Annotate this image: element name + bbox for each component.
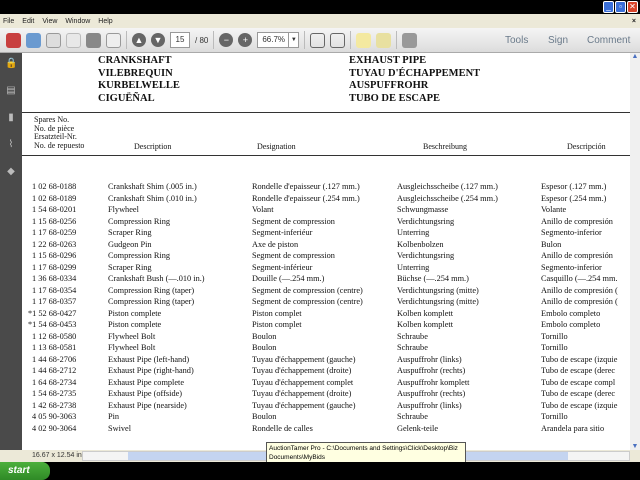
comment-icon[interactable] — [356, 33, 371, 48]
zoom-in-button[interactable]: + — [238, 33, 252, 47]
cell-part-number: *1 52 68-0427 — [28, 308, 77, 318]
close-button[interactable]: ✕ — [627, 1, 638, 13]
cell-descripcion: Embolo completo — [541, 320, 601, 329]
cell-beschreibung: Ausgleichsscheibe (.127 mm.) — [397, 182, 498, 191]
cell-descripcion: Tubo de escape (izquie — [541, 354, 618, 364]
separator — [304, 31, 305, 49]
heading-line: EXHAUST PIPE — [349, 55, 427, 66]
cell-part-number: 1 22 68-0263 — [32, 239, 77, 249]
cell-beschreibung: Unterring — [397, 262, 430, 272]
cell-designation: Rondelle de calles — [252, 423, 313, 433]
vertical-scrollbar[interactable] — [630, 53, 640, 450]
document-page — [22, 53, 630, 450]
table-row — [22, 343, 630, 354]
cell-part-number: 1 15 68-0256 — [32, 216, 77, 226]
table-row — [22, 355, 630, 366]
table-row — [22, 274, 630, 285]
divider — [22, 112, 630, 113]
cell-part-number: 4 02 90-3064 — [32, 423, 77, 433]
cell-description: Flywheel Bolt — [108, 331, 156, 341]
cell-description: Exhaust Pipe (left-hand) — [108, 354, 190, 364]
cell-part-number: 1 44 68-2706 — [32, 354, 77, 364]
heading-line: VILEBREQUIN — [98, 67, 173, 79]
separator — [126, 31, 127, 49]
cell-designation: Douille (—.254 mm.) — [252, 274, 325, 283]
table-row — [22, 205, 630, 216]
cell-part-number: 1 44 68-2712 — [32, 366, 77, 375]
cell-description: Scraper Ring — [108, 262, 152, 272]
cell-description: Exhaust Pipe (offside) — [108, 389, 183, 398]
cell-part-number: 1 17 68-0259 — [32, 228, 77, 237]
cell-designation: Segment-inferiéur — [252, 228, 313, 237]
table-row — [22, 217, 630, 228]
expand-icon[interactable] — [402, 33, 417, 48]
cell-descripcion: Tubo de escape (derec — [541, 389, 616, 398]
page-number-input[interactable]: 15 — [170, 32, 190, 48]
table-row — [22, 424, 630, 435]
cell-description: Crankshaft Shim (.010 in.) — [108, 193, 197, 203]
cell-designation: Tuyau d'échappement complet — [252, 377, 354, 387]
cell-beschreibung: Büchse (—.254 mm.) — [397, 274, 469, 283]
cell-descripcion: Tornillo — [541, 331, 568, 341]
cell-description: Piston complete — [108, 320, 162, 329]
cell-description: Crankshaft Bush (—.010 in.) — [108, 274, 205, 283]
restore-button[interactable]: ▫ — [615, 1, 626, 13]
cell-designation: Boulon — [252, 412, 277, 421]
table-row — [22, 378, 630, 389]
table-row — [22, 320, 630, 331]
cell-designation: Piston complet — [252, 308, 302, 318]
cell-description: Exhaust Pipe (right-hand) — [108, 366, 194, 375]
cell-part-number: 1 54 68-0201 — [32, 205, 77, 214]
cell-descripcion: Tornillo — [541, 343, 568, 352]
minimize-button[interactable]: _ — [603, 1, 614, 13]
edit-icon[interactable] — [46, 33, 61, 48]
cell-designation: Tuyau d'échappement (droite) — [252, 389, 352, 398]
cell-beschreibung: Auspuffrohr (rechts) — [397, 389, 466, 398]
table-row — [22, 194, 630, 205]
cell-beschreibung: Schwungmasse — [397, 205, 449, 214]
cell-description: Piston complete — [108, 308, 162, 318]
zoom-value: 66.7% — [262, 35, 286, 44]
cell-beschreibung: Verdichtungsring (mitte) — [397, 285, 479, 295]
cell-beschreibung: Kolben komplett — [397, 320, 453, 329]
page-dimensions: 16.67 x 12.54 in — [32, 452, 82, 459]
fit-width-icon[interactable] — [330, 33, 345, 48]
title-bar — [0, 0, 640, 14]
cell-descripcion: Tubo de escape compl — [541, 377, 616, 387]
cell-descripcion: Segmento-inferior — [541, 262, 602, 272]
layers-icon[interactable]: ◆ — [7, 166, 15, 177]
heading-line: KURBELWELLE — [98, 80, 180, 91]
table-row — [22, 332, 630, 343]
table-row — [22, 401, 630, 412]
cell-beschreibung: Unterring — [397, 228, 430, 237]
table-row — [22, 263, 630, 274]
scroll-down-icon[interactable]: ▼ — [631, 443, 639, 450]
fit-page-icon[interactable] — [310, 33, 325, 48]
page-total: / 80 — [195, 35, 209, 45]
cell-designation: Segment de compression — [252, 251, 335, 260]
cell-beschreibung: Verdichtungsring — [397, 216, 455, 226]
cell-beschreibung: Kolbenbolzen — [397, 239, 444, 249]
cell-description: Gudgeon Pin — [108, 239, 152, 249]
save-icon[interactable] — [66, 33, 81, 48]
table-row — [22, 228, 630, 239]
cell-designation: Segment de compression (centre) — [252, 285, 363, 295]
cell-descripcion: Casquillo (—.254 mm. — [541, 274, 618, 283]
heading-line: TUBO DE ESCAPE — [349, 92, 441, 104]
cell-descripcion: Segmento-inferior — [541, 228, 602, 237]
cell-part-number: 1 54 68-2735 — [32, 389, 77, 398]
next-page-button[interactable]: ▼ — [151, 33, 165, 47]
col-spares-no: Spares No. No. de pièce Ersatzteil-Nr. No. de repuesto — [34, 115, 85, 150]
menu-bar — [0, 14, 640, 28]
cell-part-number: 1 36 68-0334 — [32, 274, 77, 283]
menu-window[interactable]: Window — [65, 17, 91, 25]
zoom-select[interactable] — [257, 32, 299, 48]
taskbar-tooltip: AuctionTamer Pro - C:\Documents and Settings\Click\Desktop\Biz Documents\MyBids — [266, 442, 466, 463]
cell-beschreibung: Verdichtungsring — [397, 251, 455, 260]
col-designation: Designation — [257, 142, 296, 151]
menu-help[interactable]: Help — [98, 17, 113, 25]
separator — [396, 31, 397, 49]
cell-designation: Tuyau d'échappement (gauche) — [252, 354, 356, 364]
cell-descripcion: Anillo de compresión ( — [541, 297, 618, 306]
cell-beschreibung: Schraube — [397, 412, 428, 421]
cell-beschreibung: Auspuffrohr (links) — [397, 354, 462, 364]
navigation-sidebar — [0, 53, 22, 462]
divider — [22, 155, 630, 156]
cell-description: Exhaust Pipe complete — [108, 377, 185, 387]
table-row — [22, 182, 630, 193]
cell-description: Compression Ring — [108, 216, 170, 226]
cell-description: Pin — [108, 412, 120, 421]
cell-part-number: 1 17 68-0354 — [32, 285, 77, 295]
close-document-icon[interactable]: × — [631, 17, 636, 25]
table-row — [22, 366, 630, 377]
attachment-icon[interactable]: ⌇ — [8, 139, 14, 150]
heading-left — [98, 55, 180, 105]
scroll-up-icon[interactable]: ▲ — [631, 53, 639, 60]
cell-beschreibung: Auspuffrohr komplett — [397, 377, 470, 387]
heading-line: TUYAU D'ÉCHAPPEMENT — [349, 67, 481, 79]
cell-part-number: 1 13 68-0581 — [32, 343, 77, 352]
cell-part-number: 1 17 68-0357 — [32, 297, 77, 306]
bookmark-icon[interactable]: ▮ — [8, 112, 14, 123]
cell-part-number: 1 17 68-0299 — [32, 262, 77, 272]
table-row — [22, 297, 630, 308]
cell-description: Scraper Ring — [108, 228, 152, 237]
cell-beschreibung: Auspuffrohr (links) — [397, 400, 462, 410]
create-pdf-icon[interactable] — [6, 33, 21, 48]
cell-part-number: *1 54 68-0453 — [28, 320, 77, 329]
cell-description: Compression Ring — [108, 251, 170, 260]
cell-designation: Tuyau d'échappement (gauche) — [252, 400, 356, 410]
table-row — [22, 251, 630, 262]
cell-description: Flywheel Bolt — [108, 343, 156, 352]
lock-icon[interactable]: 🔒 — [5, 58, 18, 69]
table-row — [22, 286, 630, 297]
taskbar — [0, 462, 640, 480]
cell-descripcion: Arandela para sitio — [541, 423, 605, 433]
cell-designation: Segment-inférieur — [252, 262, 313, 272]
separator — [350, 31, 351, 49]
col-description: Description — [134, 142, 172, 151]
tools-button[interactable]: Tools — [505, 35, 529, 46]
cell-description: Exhaust Pipe (nearside) — [108, 400, 187, 410]
cell-part-number: 4 05 90-3063 — [32, 412, 77, 421]
menu-edit[interactable]: Edit — [22, 17, 35, 25]
cell-beschreibung: Schraube — [397, 331, 428, 341]
cell-descripcion: Volante — [541, 205, 567, 214]
cell-description: Flywheel — [108, 205, 139, 214]
menu-view[interactable]: View — [42, 17, 58, 25]
cell-descripcion: Anillo de compresión — [541, 251, 613, 260]
cell-designation: Boulon — [252, 343, 277, 352]
heading-right — [349, 55, 480, 105]
cell-descripcion: Espesor (.254 mm.) — [541, 193, 607, 203]
cell-descripcion: Tornillo — [541, 412, 568, 421]
col-beschreibung: Beschreibung — [423, 142, 467, 151]
cell-descripcion: Tubo de escape (derec — [541, 366, 616, 375]
cell-designation: Segment de compression (centre) — [252, 297, 363, 306]
email-icon[interactable] — [106, 33, 121, 48]
comment-button[interactable]: Comment — [587, 35, 631, 46]
cell-part-number: 1 42 68-2738 — [32, 400, 77, 410]
print-icon[interactable] — [86, 33, 101, 48]
table-row — [22, 412, 630, 423]
table-row — [22, 240, 630, 251]
cell-beschreibung: Kolben komplett — [397, 308, 453, 318]
cell-designation: Boulon — [252, 331, 277, 341]
cell-part-number: 1 12 68-0580 — [32, 331, 77, 341]
cell-part-number: 1 15 68-0296 — [32, 251, 77, 260]
heading-line: CIGUËÑAL — [98, 92, 155, 104]
heading-line: CRANKSHAFT — [98, 55, 172, 66]
cell-designation: Piston complet — [252, 320, 302, 329]
start-button[interactable]: start — [0, 462, 50, 480]
table-row — [22, 389, 630, 400]
cell-designation: Volant — [252, 205, 274, 214]
cell-beschreibung: Verdichtungsring (mitte) — [397, 297, 479, 306]
cell-designation: Rondelle d'epaisseur (.127 mm.) — [252, 182, 360, 191]
cell-designation: Tuyau d'échappement (droite) — [252, 366, 352, 375]
toolbar — [0, 28, 640, 53]
menu-file[interactable]: File — [3, 17, 15, 25]
cell-descripcion: Anillo de compresión — [541, 216, 613, 226]
cell-description: Swivel — [108, 423, 132, 433]
heading-line: AUSPUFFROHR — [349, 80, 429, 91]
cell-descripcion: Espesor (.127 mm.) — [541, 182, 607, 191]
cell-description: Crankshaft Shim (.005 in.) — [108, 182, 197, 191]
cell-description: Compression Ring (taper) — [108, 297, 195, 306]
cell-descripcion: Tubo de escape (izquie — [541, 400, 618, 410]
cell-description: Compression Ring (taper) — [108, 285, 195, 295]
separator — [213, 31, 214, 49]
zoom-out-button[interactable]: − — [219, 33, 233, 47]
cell-part-number: 1 64 68-2734 — [32, 377, 77, 387]
previous-page-button[interactable]: ▲ — [132, 33, 146, 47]
cell-beschreibung: Ausgleichsscheibe (.254 mm.) — [397, 193, 498, 203]
chevron-down-icon[interactable]: ▼ — [288, 33, 298, 47]
combine-files-icon[interactable] — [26, 33, 41, 48]
cell-beschreibung: Gelenk-teile — [397, 423, 439, 433]
sign-button[interactable]: Sign — [548, 35, 569, 46]
cell-designation: Axe de piston — [252, 239, 299, 249]
cell-descripcion: Embolo completo — [541, 308, 601, 318]
cell-designation: Segment de compression — [252, 216, 335, 226]
table-row — [22, 309, 630, 320]
col-descripcion: Descripción — [567, 142, 606, 151]
pages-icon[interactable]: ▤ — [6, 85, 16, 96]
highlight-icon[interactable] — [376, 33, 391, 48]
cell-part-number: 1 02 68-0188 — [32, 182, 77, 191]
cell-part-number: 1 02 68-0189 — [32, 193, 77, 203]
cell-designation: Rondelle d'epaisseur (.254 mm.) — [252, 193, 360, 203]
cell-descripcion: Bulon — [541, 239, 562, 249]
cell-beschreibung: Schraube — [397, 343, 428, 352]
cell-descripcion: Anillo de compresión ( — [541, 285, 618, 295]
cell-beschreibung: Auspuffrohr (rechts) — [397, 366, 466, 375]
